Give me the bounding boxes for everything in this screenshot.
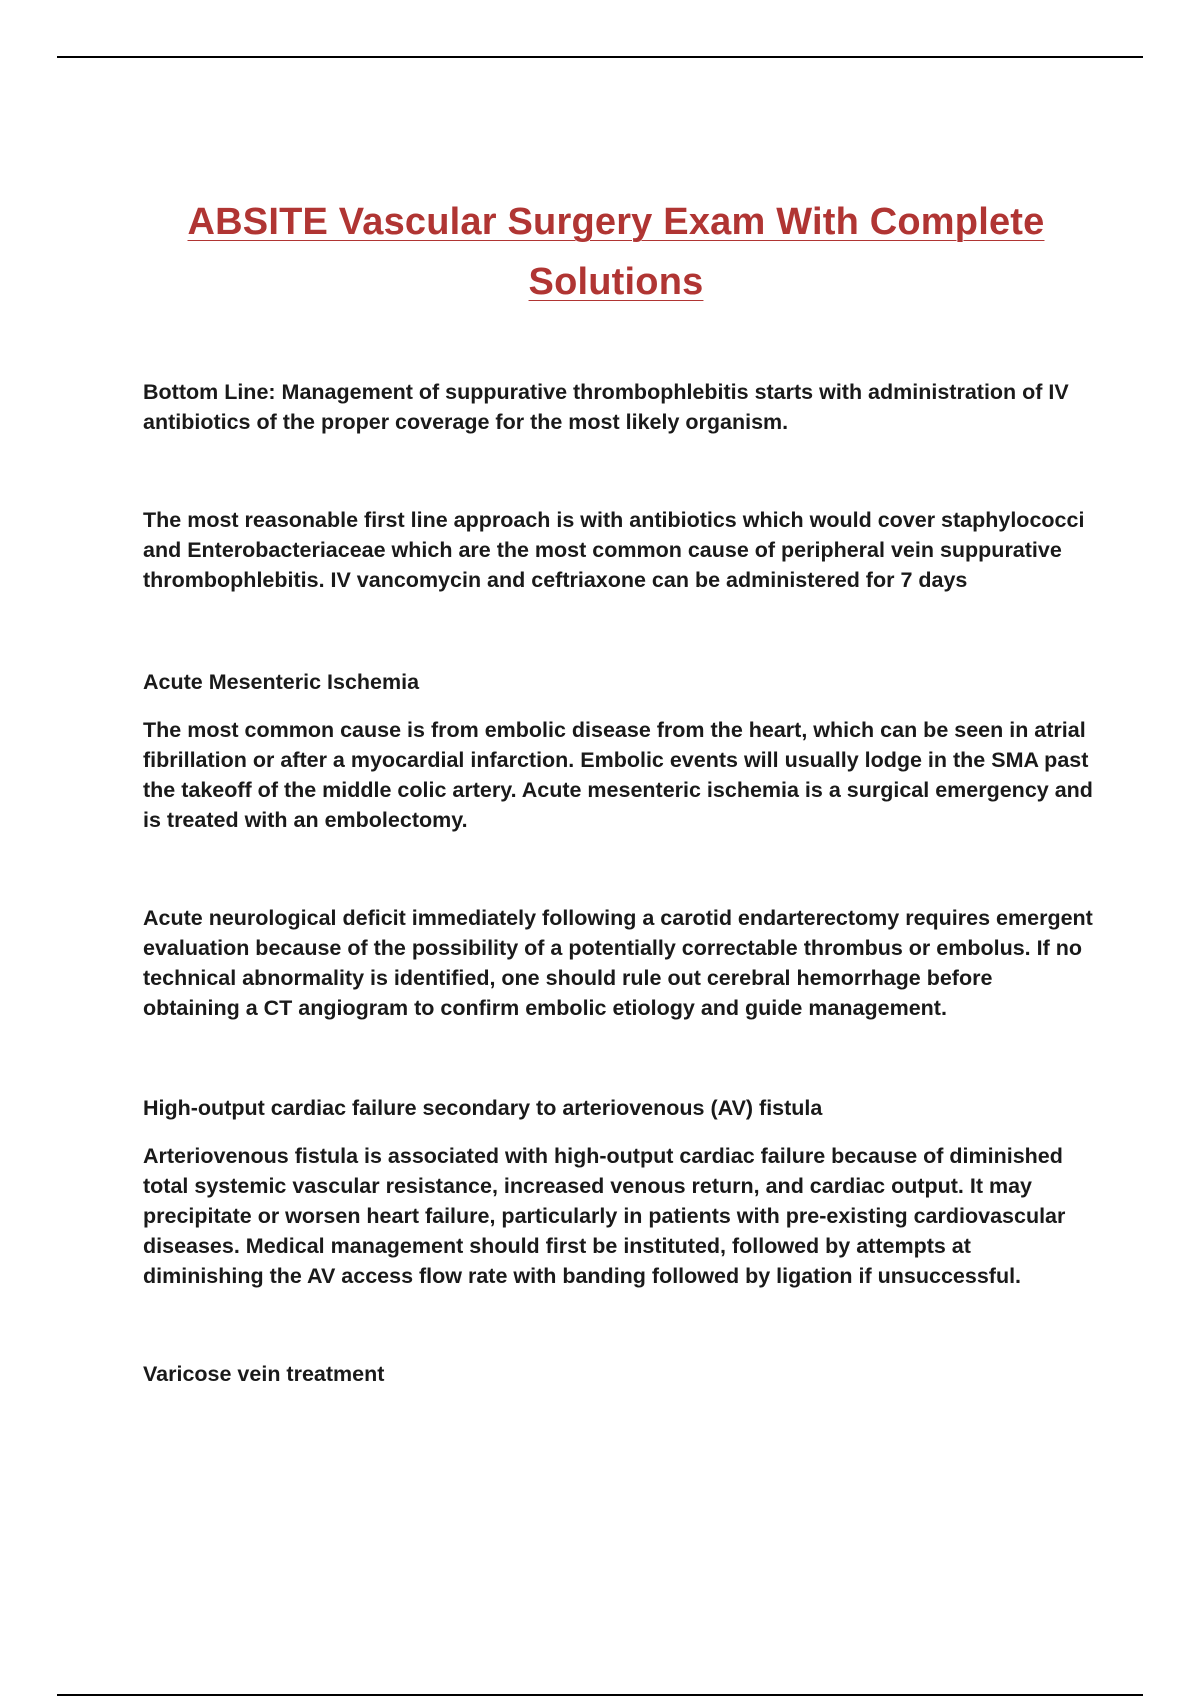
heading-high-output-cardiac-failure: High-output cardiac failure secondary to arteriovenous (AV) fistula: [143, 1096, 823, 1120]
document-title: ABSITE Vascular Surgery Exam With Complete Solutions: [187, 201, 1045, 303]
top-rule: [57, 56, 1143, 58]
paragraph-first-line-approach: The most reasonable first line approach is with antibiotics which would cover staphylococci and Enterobacteriaceae which are the most common cause of peripheral vein suppurative thrombophlebitis. IV vancomycin and ceftriaxone can be administered for 7 days: [143, 508, 1085, 592]
paragraph-av-fistula: Arteriovenous fistula is associated with high-output cardiac failure because of diminished total systemic vascular resistance, increased venous return, and cardiac output. It may precipitate or worsen heart failure, particularly in patients with pre-existing cardiovascular diseases. Medical management should first be instituted, followed by attempts at diminishing the AV access flow rate with banding followed by ligation if unsuccessful.: [143, 1144, 1066, 1288]
paragraph-bottom-line: Bottom Line: Management of suppurative thrombophlebitis starts with administration of IV antibiotics of the proper coverage for the most likely organism.: [143, 380, 1069, 434]
paragraph-mesenteric-ischemia: The most common cause is from embolic disease from the heart, which can be seen in atrial fibrillation or after a myocardial infarction. Embolic events will usually lodge in the SMA past the takeoff of the middle colic artery. Acute mesenteric ischemia is a surgical emergency and is treated with an embolectomy.: [143, 718, 1093, 832]
document-body: [143, 377, 1093, 1389]
heading-acute-mesenteric-ischemia: Acute Mesenteric Ischemia: [143, 670, 420, 694]
heading-varicose-vein-treatment: Varicose vein treatment: [143, 1362, 385, 1386]
paragraph-neurological-deficit: Acute neurological deficit immediately following a carotid endarterectomy requires emergent evaluation because of the possibility of a potentially correctable thrombus or embolus. If no technical abnormality is identified, one should rule out cerebral hemorrhage before obtaining a CT angiogram to confirm embolic etiology and guide management.: [143, 906, 1093, 1020]
bottom-rule: [57, 1694, 1143, 1696]
